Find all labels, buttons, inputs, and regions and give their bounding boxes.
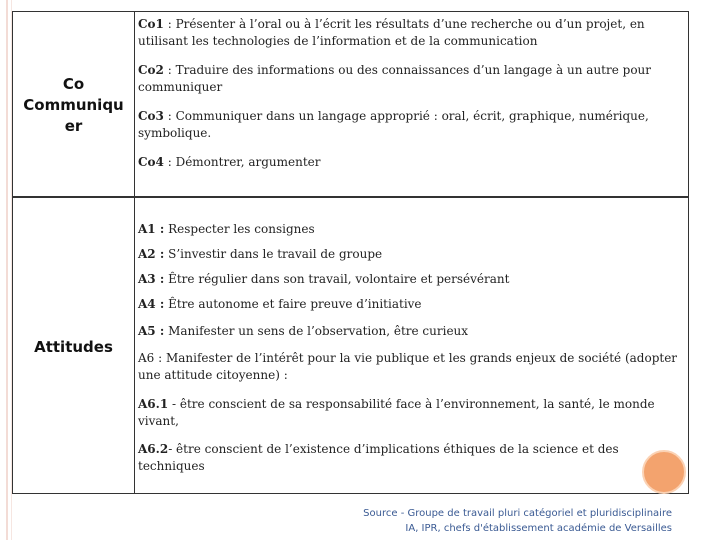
column-divider-top [134, 12, 135, 196]
item-code: A3 : [138, 272, 165, 286]
item-co3 [138, 108, 686, 142]
item-code: Co3 [138, 109, 164, 123]
item-text: Manifester un sens de l’observation, être curieux [164, 324, 469, 338]
item-text: : Traduire des informations ou des connaissances d’un langage à un autre pour communiquer [138, 63, 652, 94]
item-code: A1 : [138, 222, 165, 236]
item-text: - être conscient de l’existence d’implications éthiques de la science et des techniques [138, 442, 619, 473]
item-text: Être régulier dans son travail, volontaire et persévérant [164, 272, 510, 286]
item-a3 [138, 271, 686, 288]
item-a2 [138, 246, 686, 263]
item-a4 [138, 296, 686, 313]
source-line-2: IA, IPR, chefs d'établissement académie de Versailles [405, 523, 672, 534]
item-text: : Présenter à l’oral ou à l’écrit les résultats d’une recherche ou d’un projet, en utilisant les technologies de l’information et de la communication [138, 17, 645, 48]
item-code: A6.2 [138, 442, 169, 456]
item-text: : Communiquer dans un langage approprié : oral, écrit, graphique, numérique, symbolique. [138, 109, 649, 140]
row-label-attitudes: Attitudes [34, 338, 113, 356]
item-text: : Démontrer, argumenter [163, 155, 321, 169]
left-margin-decoration [6, 0, 8, 540]
item-code: Co4 [138, 155, 164, 169]
item-code: A6.1 [138, 397, 169, 411]
decorative-circle [642, 450, 686, 494]
row-label-communiquer: Co Communiqu er [23, 75, 124, 135]
item-text: Être autonome et faire preuve d’initiative [164, 297, 422, 311]
item-a1 [138, 221, 686, 238]
item-text: - être conscient de sa responsabilité face à l’environnement, la santé, le monde vivant, [138, 397, 655, 428]
item-co2 [138, 62, 686, 96]
item-text: : Manifester de l’intérêt pour la vie publique et les grands enjeux de société (adopter une attitude citoyenne) : [138, 351, 678, 382]
item-code: A6 [138, 351, 155, 365]
item-code: A5 : [138, 324, 165, 338]
item-code: A4 : [138, 297, 165, 311]
competences-table [12, 11, 689, 494]
item-code: Co1 [138, 17, 164, 31]
source-line-1: Source - Groupe de travail pluri catégoriel et pluridisciplinaire [363, 508, 672, 519]
item-co1 [138, 16, 686, 50]
row-separator [13, 196, 688, 198]
source-caption [312, 506, 672, 536]
item-a6-2 [138, 441, 686, 475]
item-a5 [138, 323, 686, 340]
column-divider-bottom [134, 198, 135, 493]
item-code: A2 : [138, 247, 165, 261]
item-text: S’investir dans le travail de groupe [164, 247, 383, 261]
item-text: Respecter les consignes [164, 222, 315, 236]
item-a6 [138, 350, 686, 384]
item-code: Co2 [138, 63, 164, 77]
item-a6-1 [138, 396, 686, 430]
item-co4 [138, 154, 686, 171]
